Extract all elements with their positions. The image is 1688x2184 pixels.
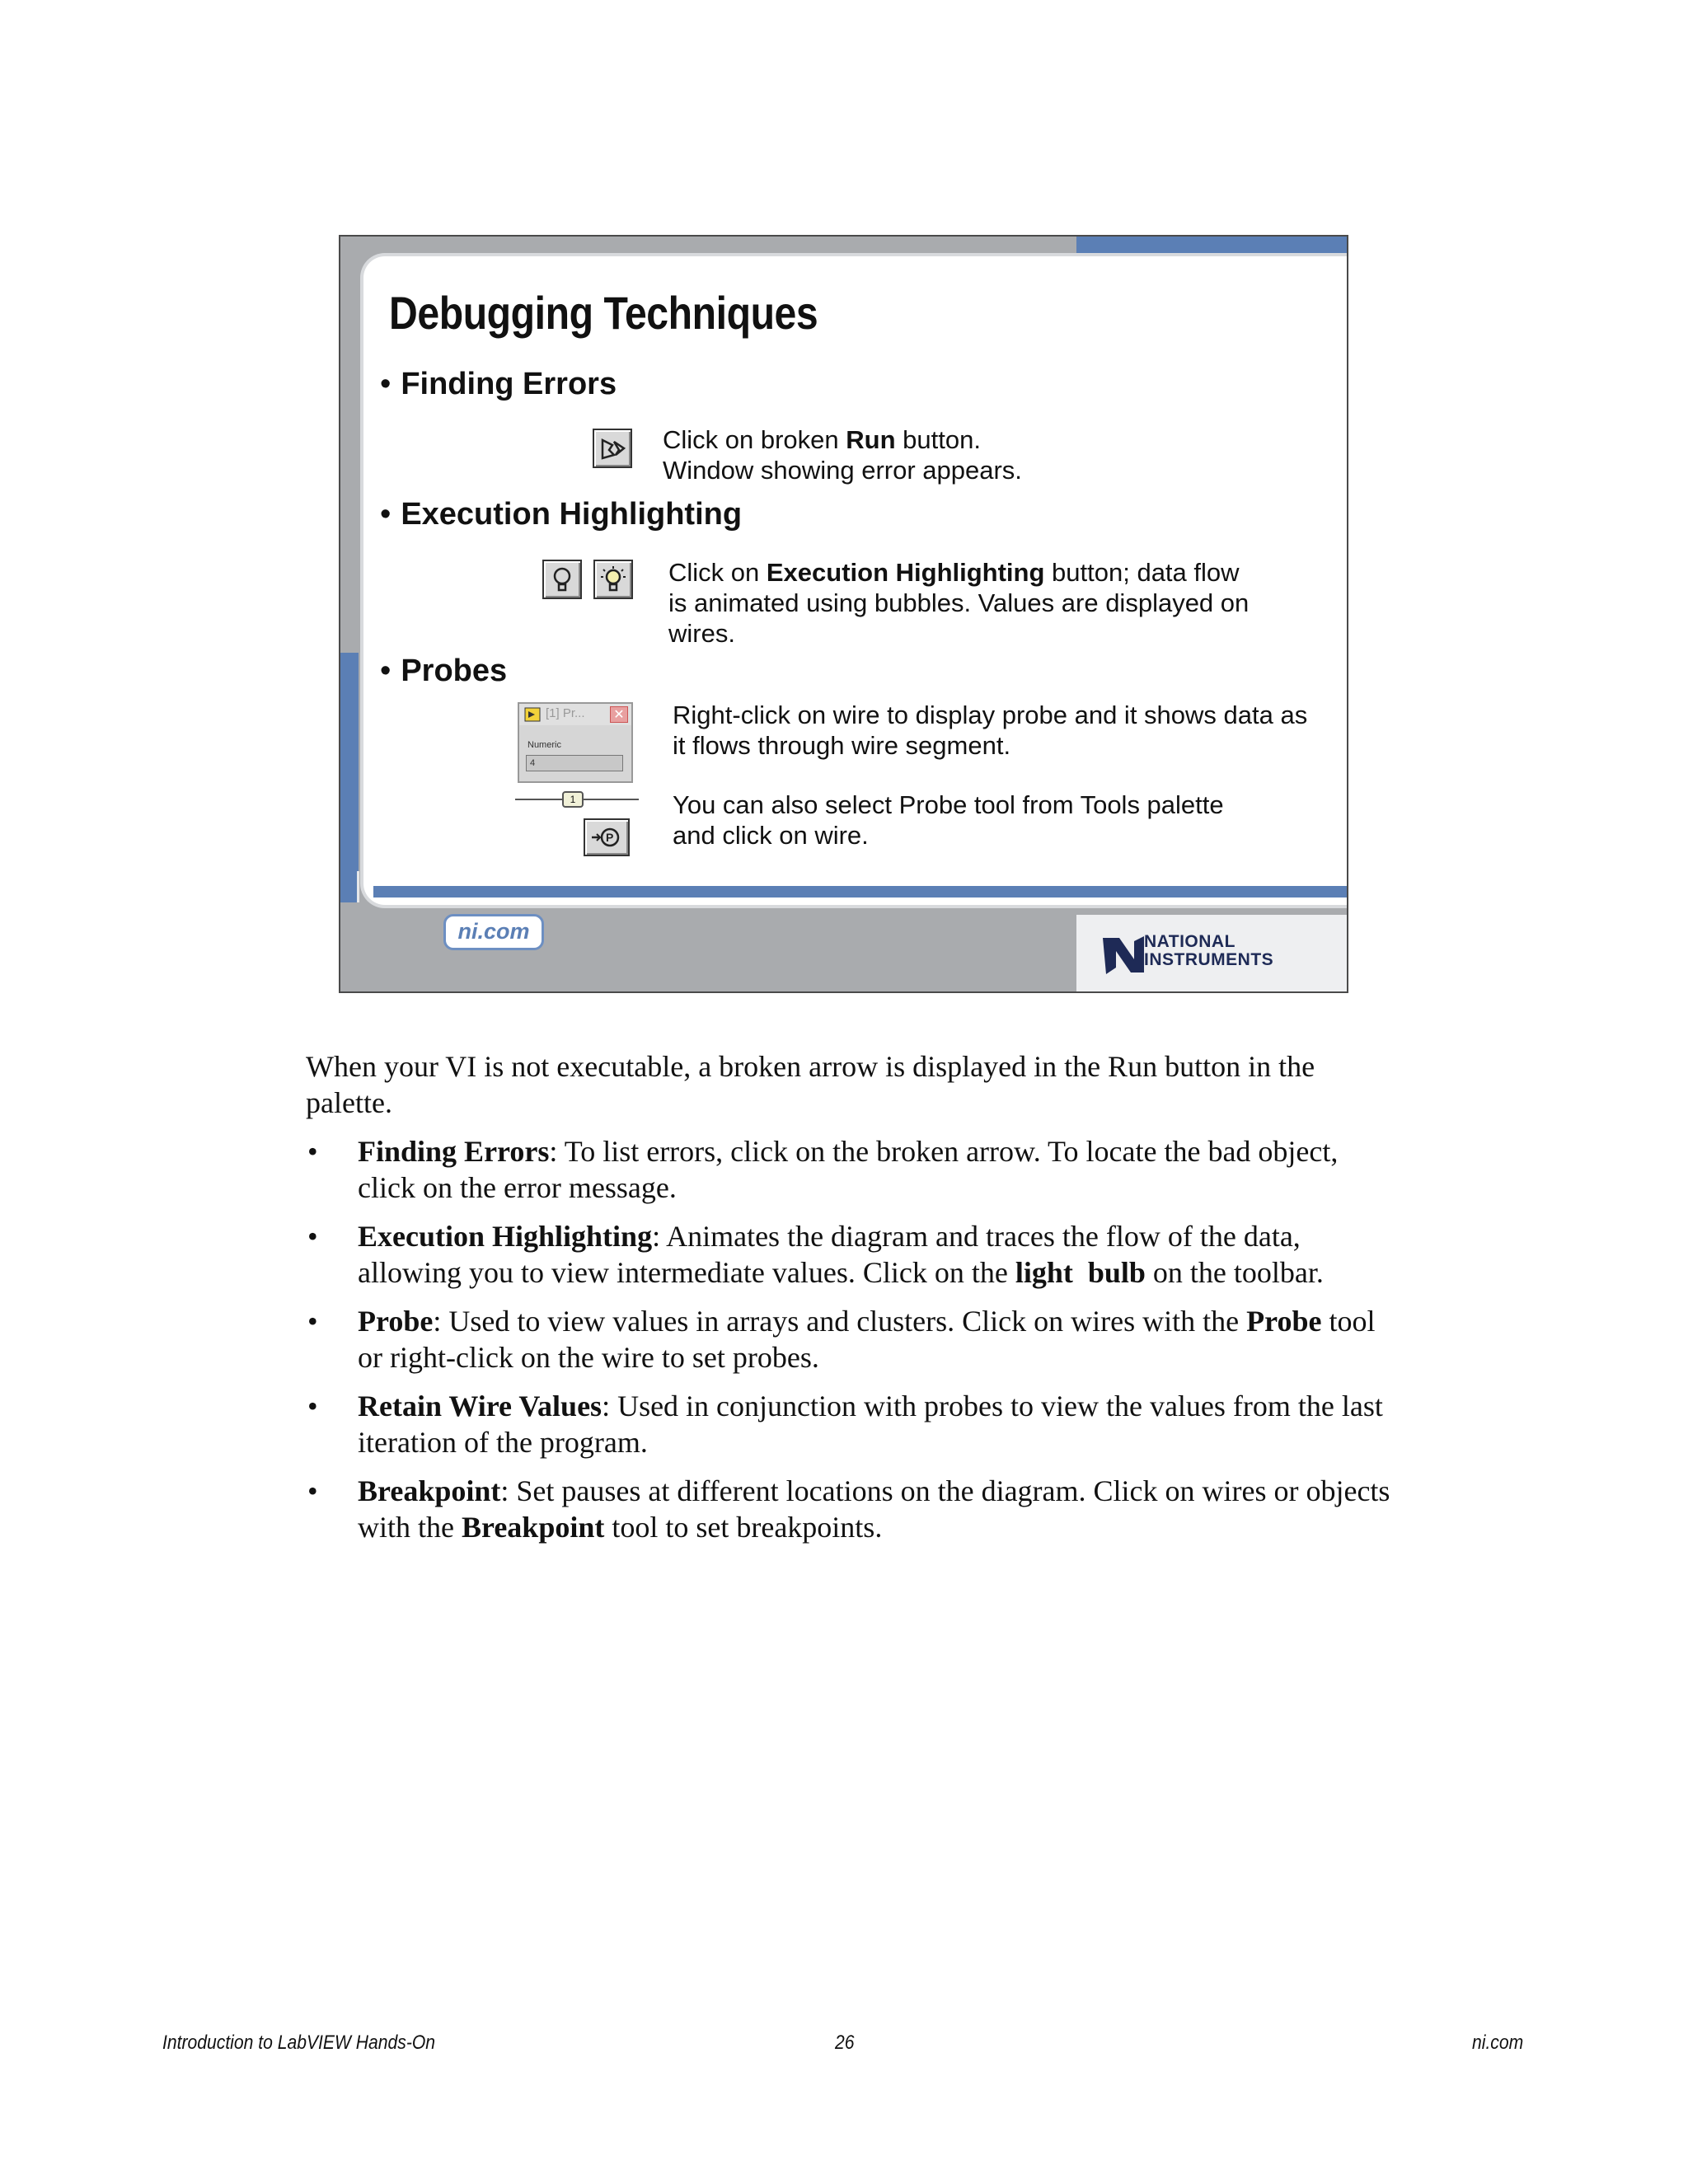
slide-title: Debugging Techniques bbox=[389, 287, 818, 339]
slide-accent-bar bbox=[373, 886, 1348, 898]
probe-tag: 1 bbox=[562, 791, 584, 808]
lightbulb-off-icon bbox=[542, 560, 582, 599]
list-item: • Finding Errors: To list errors, click on the broken arrow. To locate the bad object, click on the error message. bbox=[307, 1135, 1339, 1204]
slide-text-execution-highlighting: Click on Execution Highlighting button; data flow is animated using bubbles. Values are displayed on wires. bbox=[668, 558, 1250, 648]
slide-image bbox=[339, 235, 1348, 993]
page-number: 26 bbox=[835, 2032, 855, 2054]
slide-text-probes-1: Right-click on wire to display probe and it shows data as it flows through wire segment. bbox=[673, 701, 1308, 760]
list-item: • Execution Highlighting: Animates the diagram and traces the flow of the data, allowing you to view intermediate values. Click on the light bulb on the toolbar. bbox=[307, 1220, 1324, 1289]
bullet-list bbox=[306, 1133, 1394, 1558]
close-icon: ✕ bbox=[610, 706, 628, 723]
ni-logo bbox=[1076, 915, 1348, 993]
labview-icon bbox=[524, 707, 541, 722]
slide-bullet-finding-errors: • Finding Errors bbox=[380, 367, 617, 401]
svg-text:P: P bbox=[606, 831, 614, 844]
probe-tool-icon bbox=[584, 818, 630, 856]
lightbulb-on-icon bbox=[593, 560, 633, 599]
nicom-badge: ni.com bbox=[443, 914, 544, 950]
slide-text-finding-errors: Click on broken Run button. Window showing error appears. bbox=[663, 425, 1022, 485]
broken-run-button-icon bbox=[593, 429, 632, 468]
slide-text-probes-2: You can also select Probe tool from Tools palette and click on wire. bbox=[673, 790, 1224, 850]
slide-bullet-probes: • Probes bbox=[380, 654, 508, 688]
footer-title: Introduction to LabVIEW Hands-On bbox=[162, 2032, 436, 2054]
logo-text: INSTRUMENTS bbox=[1144, 950, 1274, 969]
probe-window: [1] Pr... ✕ Numeric 4 bbox=[518, 702, 633, 783]
ni-eagle-icon bbox=[1101, 931, 1151, 979]
slide-accent-bar bbox=[340, 653, 359, 937]
list-item: • Probe: Used to view values in arrays and clusters. Click on wires with the Probe tool or right-click on the wire to set probes. bbox=[307, 1305, 1376, 1374]
list-item: • Retain Wire Values: Used in conjunction with probes to view the values from the last iteration of the program. bbox=[307, 1390, 1383, 1459]
intro-paragraph: When your VI is not executable, a broken arrow is displayed in the Run button in the palette. bbox=[306, 1050, 1315, 1119]
slide-bullet-execution-highlighting: • Execution Highlighting bbox=[380, 497, 743, 532]
probe-value: 4 bbox=[526, 755, 623, 771]
list-item: • Breakpoint: Set pauses at different locations on the diagram. Click on wires or objects with the Breakpoint tool to set breakpoints. bbox=[307, 1474, 1390, 1544]
footer-site: ni.com bbox=[1472, 2032, 1524, 2054]
logo-text: NATIONAL bbox=[1144, 932, 1236, 951]
